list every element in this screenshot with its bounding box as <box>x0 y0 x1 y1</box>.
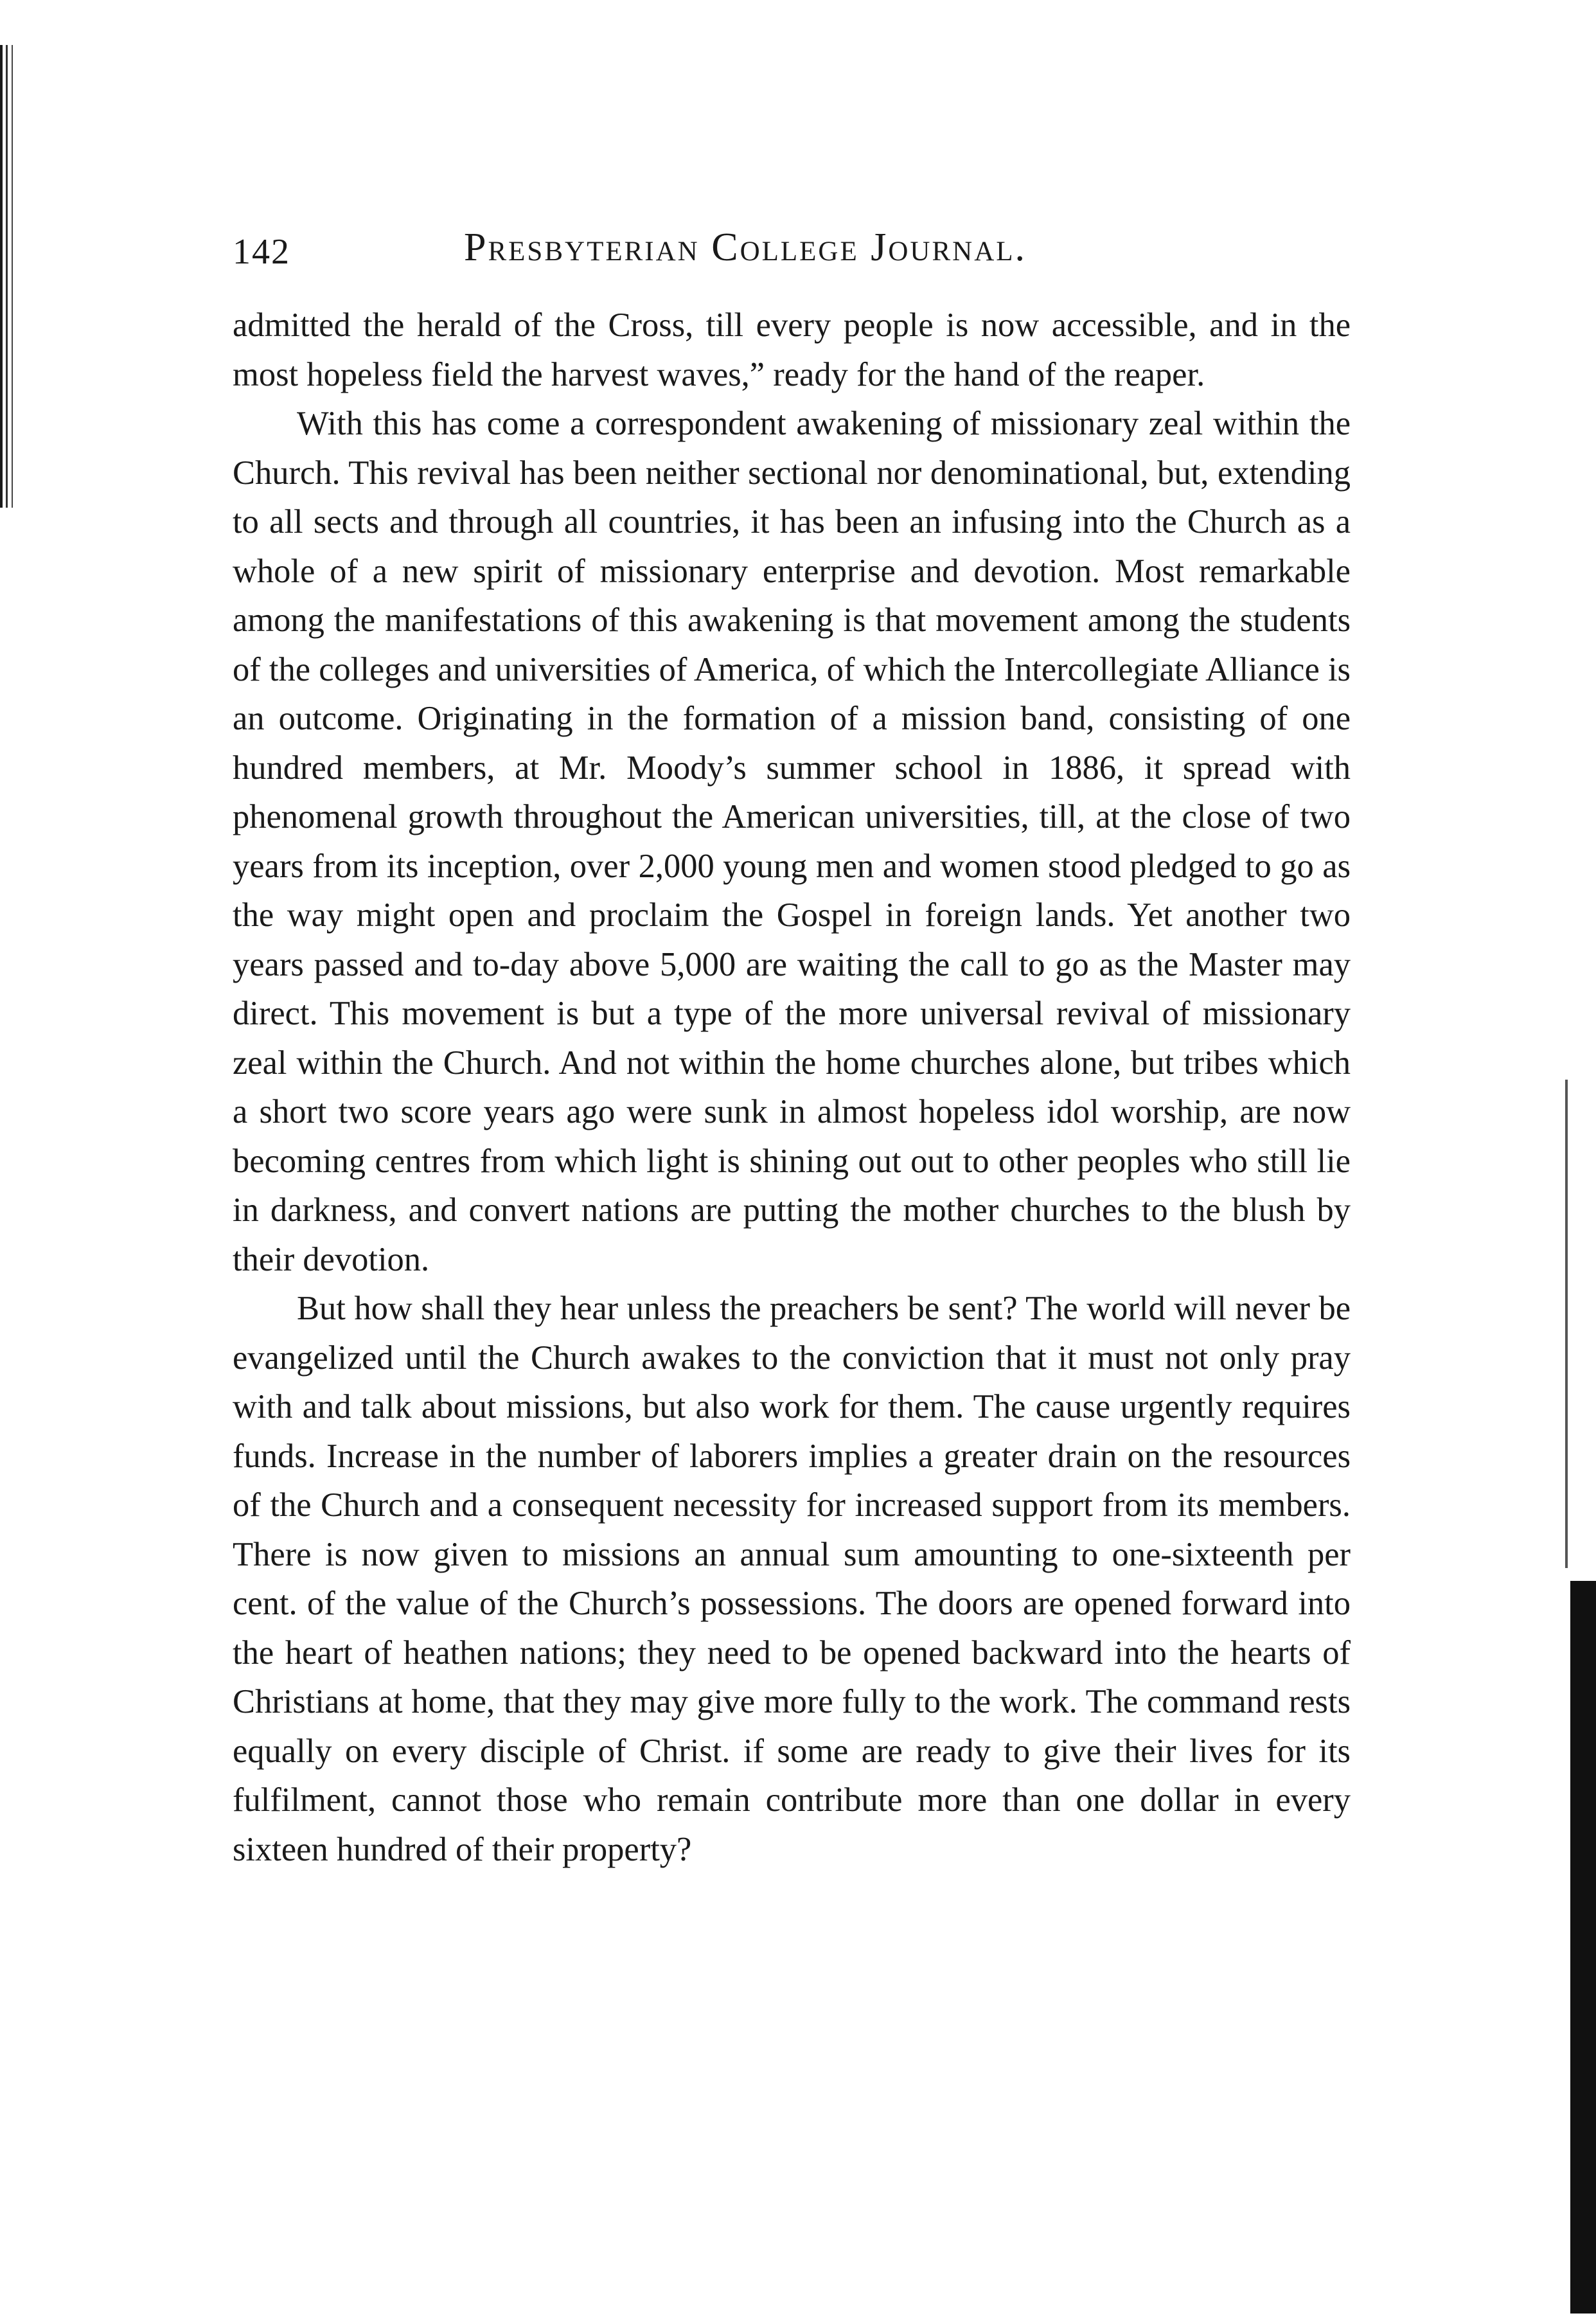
paragraph-funds: But how shall they hear unless the preachers be sent? The world will never be evangelized until the Church awakes to the conviction that it must not only pray with and talk about missions, but also work for them. The cause urgently requires funds. Increase in the number of laborers implies a greater drain on the resources of the Church and a consequent necessity for increased support from its members. There is now given to missions an annual sum amounting to one-sixteenth per cent. of the value of the Church’s possessions. The doors are opened forward into the heart of heathen nations; they need to be opened backward into the hearts of Christians at home, that they may give more fully to the work. The command rests equally on every disciple of Christ. if some are ready to give their lives for its fulfilment, cannot those who remain contribute more than one dollar in every sixteen hundred of their property? <box>233 1290 1351 1868</box>
page-body <box>233 301 1351 1874</box>
paragraph-awakening: With this has come a correspondent awakening of missionary zeal within the Church. This revival has been neither sectional nor denominational, but, extending to all sects and through all countries, it has been an infusing into the Church as a whole of a new spirit of missionary enterprise and devotion. Most remarkable among the manifestations of this awakening is that movement among the students of the colleges and universities of America, of which the Intercollegiate Alliance is an outcome. Originating in the formation of a mission band, consisting of one hundred members, at Mr. Moody’s summer school in 1886, it spread with phenomenal growth throughout the American universities, till, at the close of two years from its inception, over 2,000 young men and women stood pledged to go as the way might open and proclaim the Gospel in foreign lands. Yet another two years passed and to-day above 5,000 are waiting the call to go as the Master may direct. This movement is but a type of the more universal revival of missionary zeal within the Church. And not within the home churches alone, but tribes which a short two score years ago were sunk in almost hopeless idol worship, are now becoming centres from which light is shining out out to other peoples who still lie in darkness, and convert nations are putting the mother churches to the blush by their devotion. <box>233 405 1351 1278</box>
page-number: 142 <box>233 232 290 272</box>
running-head: Presbyterian College Journal. <box>464 226 1027 269</box>
scan-page-edge <box>1570 1581 1596 2314</box>
paragraph-continued: admitted the herald of the Cross, till every people is now accessible, and in the most hopeless field the harvest waves,” ready for the hand of the reaper. <box>233 307 1351 393</box>
scan-binding-edge <box>0 45 17 508</box>
page-header <box>233 225 1351 296</box>
scan-page-edge-thin <box>1565 1080 1568 1568</box>
